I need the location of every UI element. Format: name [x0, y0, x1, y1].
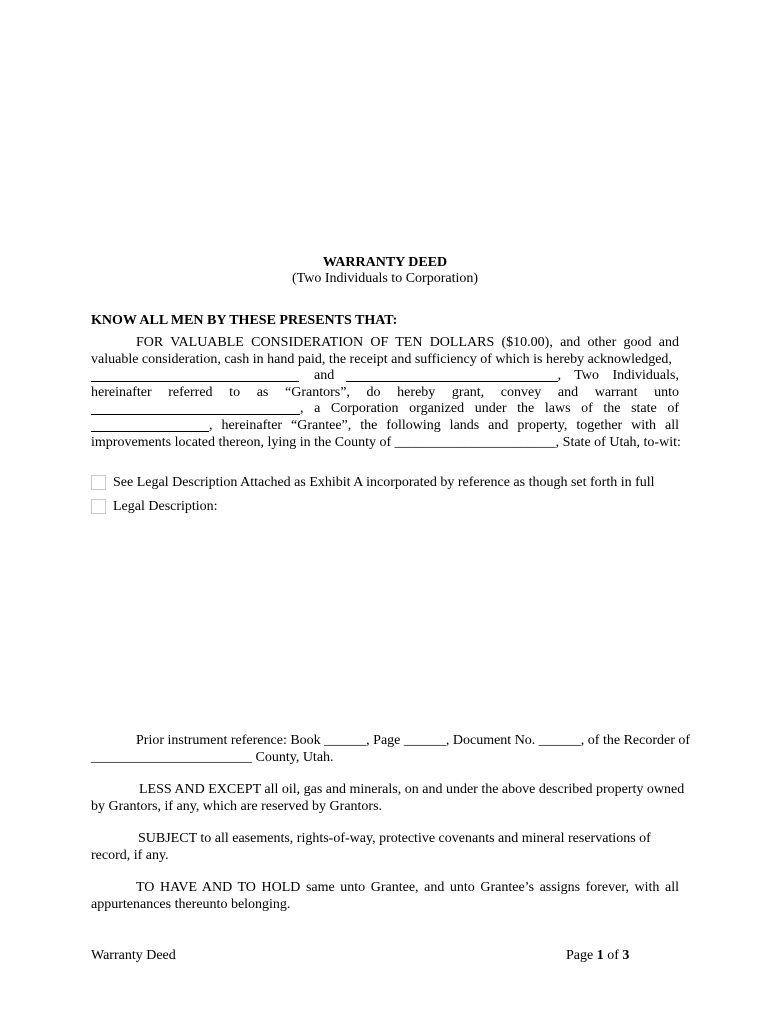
consideration-line-4: hereinafter referred to as “Grantors”, do hereby grant, convey and warrant unto [91, 384, 679, 400]
county-prefix: improvements located thereon, lying in the County of [91, 434, 392, 450]
corporation-text: , a Corporation organized under the laws of the state of [300, 401, 679, 417]
consideration-line-1: FOR VALUABLE CONSIDERATION OF TEN DOLLARS ($10.00), and other good and [136, 335, 679, 350]
two-individuals-text: , Two Individuals, [557, 368, 679, 384]
legal-description-label: Legal Description: [113, 499, 218, 514]
consideration-paragraph [91, 335, 679, 451]
document-subtitle: (Two Individuals to Corporation) [291, 271, 479, 286]
grantor-1-blank[interactable] [91, 369, 299, 382]
consideration-line-2: valuable consideration, cash in hand paid, the receipt and sufficiency of which is hereby acknowledged, [91, 351, 672, 367]
consideration-line-5 [91, 401, 679, 418]
less-except-line-1: LESS AND EXCEPT all oil, gas and minerals, on and under the above described property owned [139, 782, 685, 797]
page-of: of [607, 948, 619, 963]
exhibit-a-label: See Legal Description Attached as Exhibit A incorporated by reference as though set forth in full [113, 475, 655, 490]
prior-instrument-paragraph [91, 733, 691, 766]
page-total: 3 [622, 948, 630, 963]
and-text: and [314, 368, 335, 384]
footer-document-name: Warranty Deed [91, 948, 176, 963]
habendum-line-2: appurtenances thereunto belonging. [91, 896, 291, 912]
footer-page-number [566, 948, 629, 964]
subject-paragraph [91, 831, 679, 864]
subject-line-1: SUBJECT to all easements, rights-of-way, protective covenants and mineral reservations of [138, 831, 651, 846]
habendum-line-1: TO HAVE AND TO HOLD same unto Grantee, and unto Grantee’s assigns forever, with all [136, 880, 679, 895]
page-prefix: Page [566, 948, 594, 963]
consideration-line-3 [91, 368, 679, 385]
subject-line-2: record, if any. [91, 847, 169, 863]
state-of-utah-text: , State of Utah, to-wit: [555, 434, 681, 450]
prior-instrument-line-1: Prior instrument reference: Book ______, Page ______, Document No. ______, of the Recorder of [136, 733, 691, 748]
habendum-paragraph [91, 880, 679, 913]
document-title: WARRANTY DEED [322, 255, 448, 270]
page-current: 1 [596, 948, 604, 963]
state-blank[interactable] [91, 419, 209, 432]
exhibit-a-checkbox[interactable] [91, 475, 106, 490]
less-except-paragraph [91, 782, 685, 815]
prior-instrument-line-2: _______________________ County, Utah. [91, 749, 334, 765]
grantee-text: , hereinafter “Grantee”, the following lands and property, together with all [209, 417, 679, 433]
consideration-line-7 [91, 435, 679, 452]
county-blank[interactable]: _______________________ [394, 434, 556, 450]
less-except-line-2: by Grantors, if any, which are reserved by Grantors. [91, 798, 383, 814]
legal-description-checkbox[interactable] [91, 499, 106, 514]
consideration-line-6 [91, 418, 679, 435]
grantor-2-blank[interactable] [346, 369, 558, 382]
section-heading: KNOW ALL MEN BY THESE PRESENTS THAT: [91, 313, 398, 328]
grantee-name-blank[interactable] [91, 402, 300, 415]
